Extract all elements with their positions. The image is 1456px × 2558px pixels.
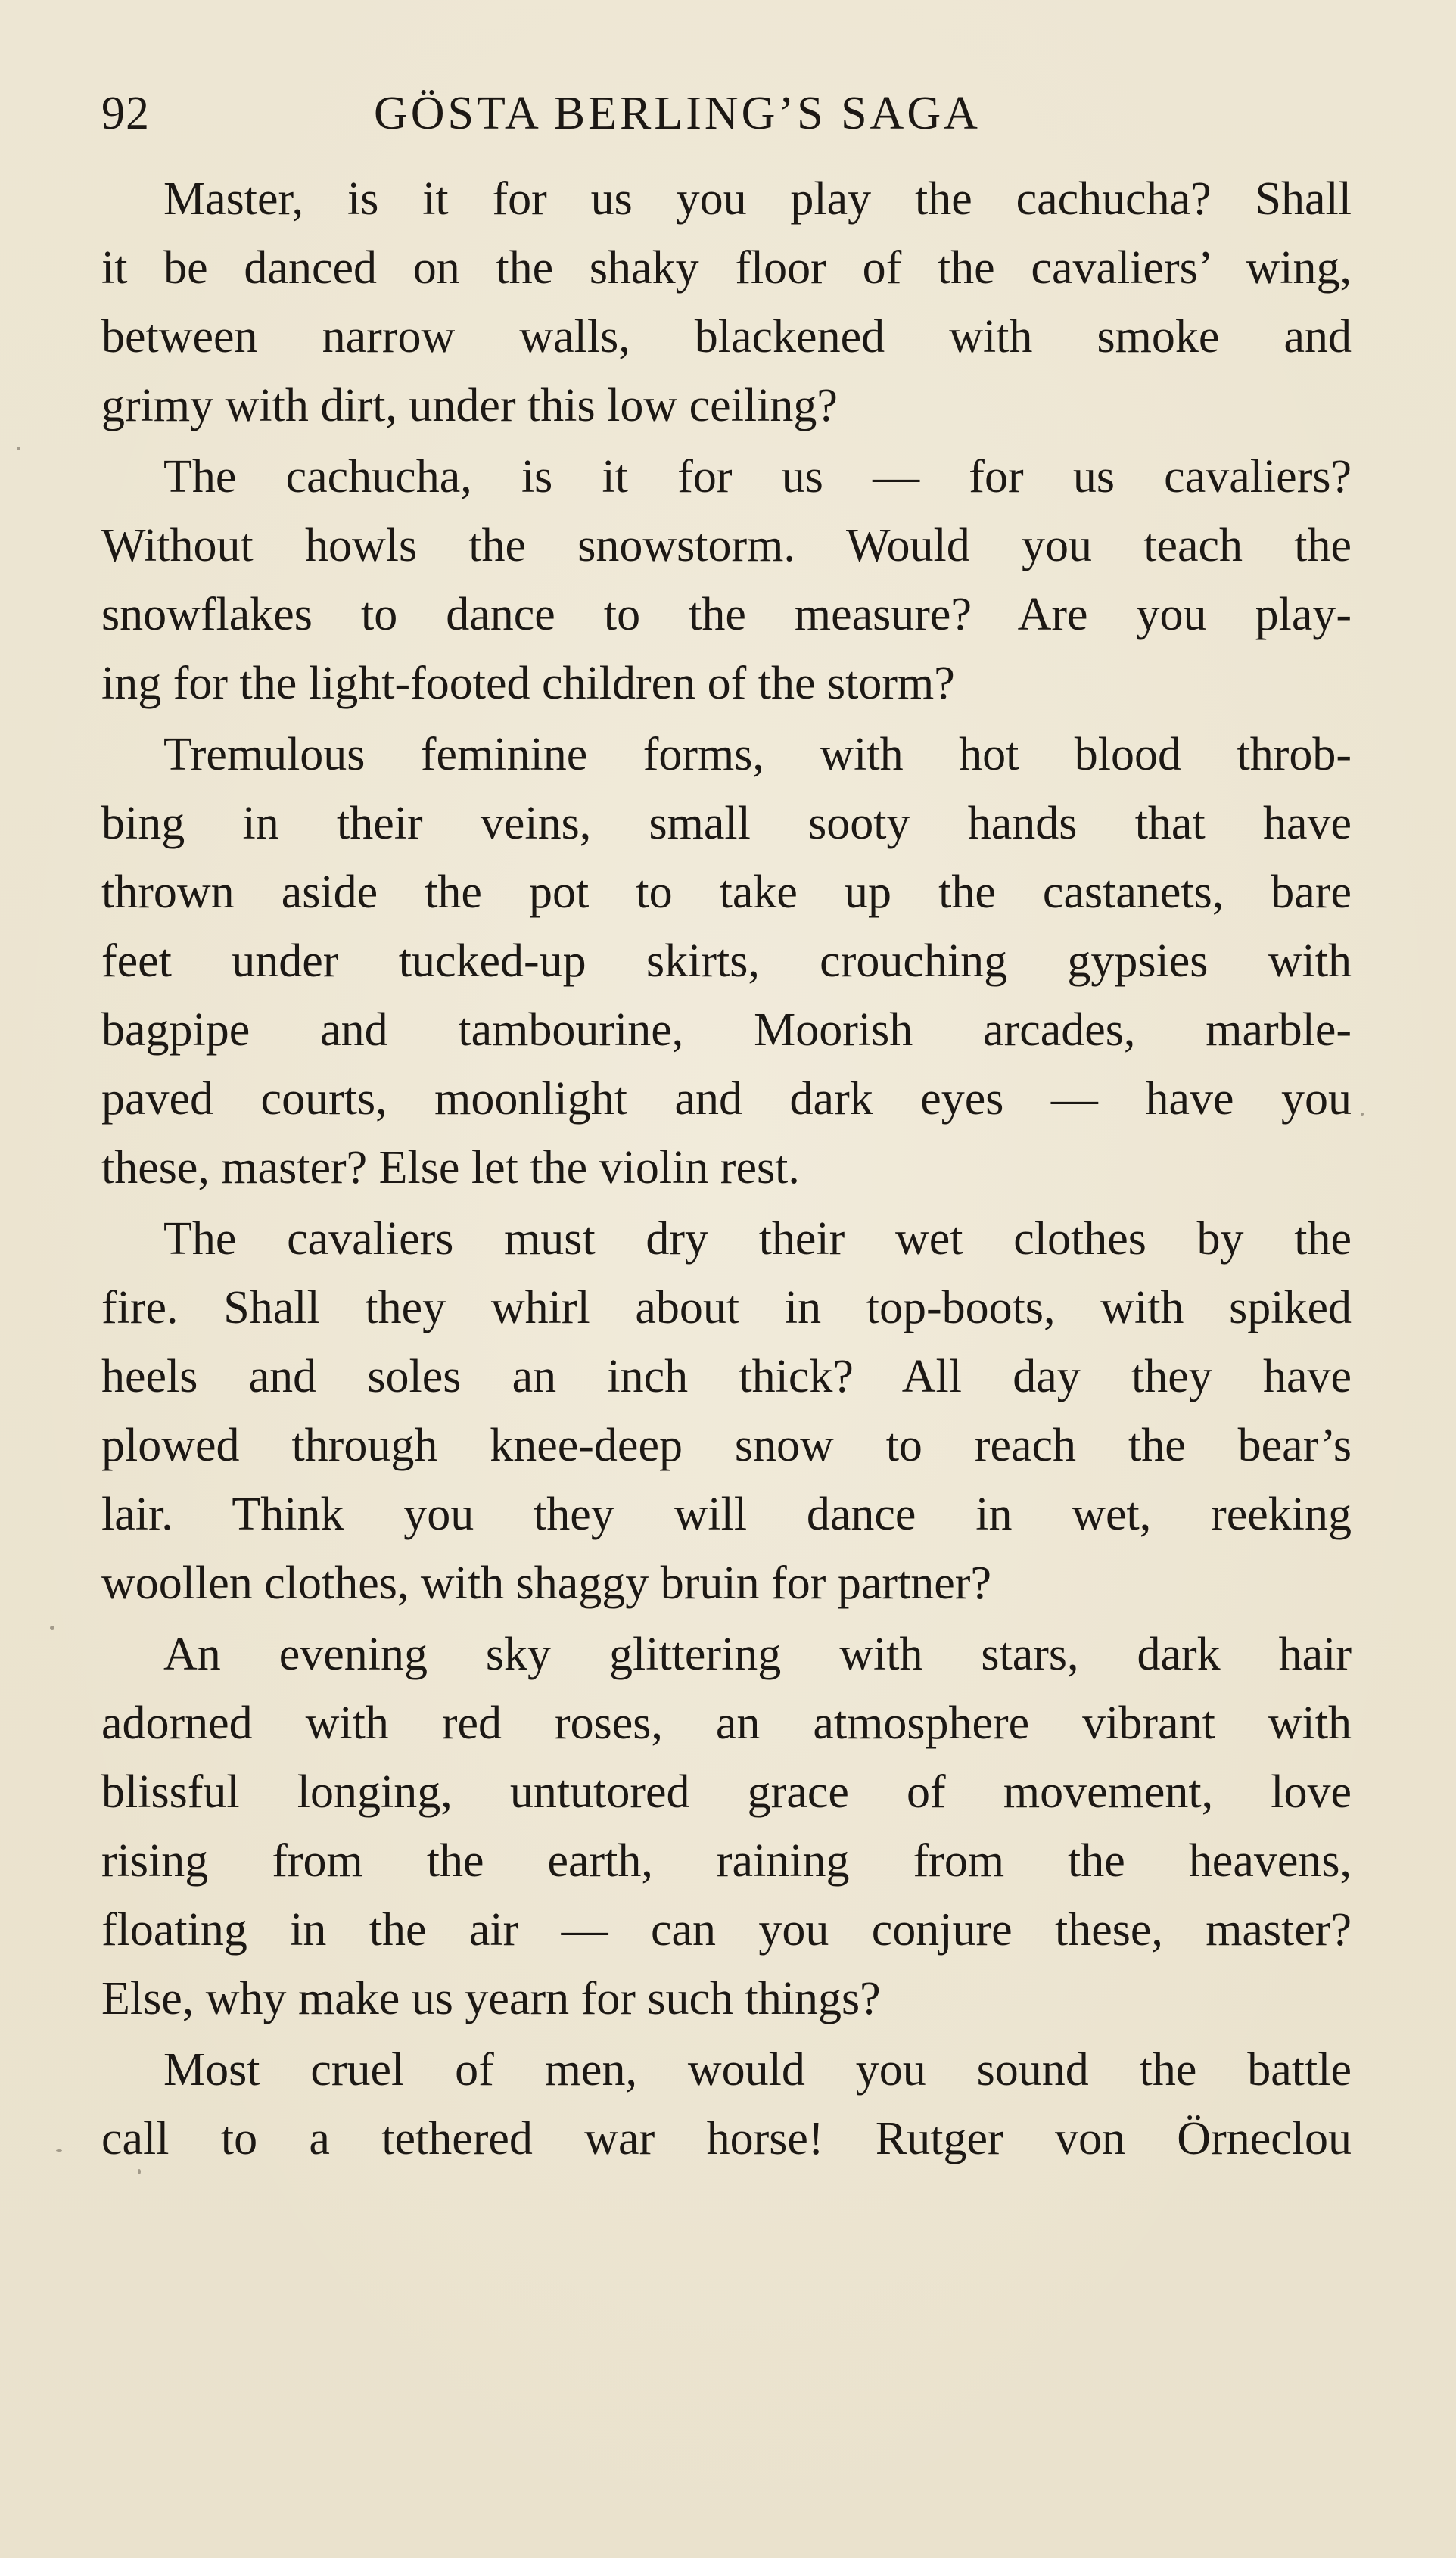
- text-line: plowed through knee-deep snow to reach the bear’s: [101, 1420, 1352, 1471]
- paragraph: [101, 165, 1352, 440]
- book-title: GÖSTA BERLING’S SAGA: [374, 88, 981, 139]
- paper-speck: [17, 447, 20, 450]
- text-line: call to a tethered war horse! Rutger von Örneclou: [101, 2113, 1352, 2164]
- paragraph: [101, 720, 1352, 1203]
- text-line: Else, why make us yearn for such things?: [101, 1973, 881, 2024]
- text-line: lair. Think you they will dance in wet, reeking: [101, 1489, 1352, 1540]
- text-line: floating in the air — can you conjure these, master?: [101, 1904, 1352, 1956]
- text-line: paved courts, moonlight and dark eyes — have you: [101, 1073, 1352, 1125]
- paper-speck: [56, 2149, 62, 2152]
- text-line: Without howls the snowstorm. Would you teach the: [101, 520, 1352, 571]
- text-line: heels and soles an inch thick? All day they have: [101, 1351, 1352, 1402]
- page-number: 92: [101, 88, 150, 139]
- text-line: rising from the earth, raining from the heavens,: [101, 1835, 1352, 1887]
- paper-speck: [138, 2169, 141, 2174]
- text-line: Master, is it for us you play the cachucha? Shall: [163, 173, 1352, 225]
- running-head: [101, 79, 1352, 148]
- text-line: An evening sky glittering with stars, dark hair: [163, 1629, 1352, 1680]
- text-line: it be danced on the shaky floor of the cavaliers’ wing,: [101, 242, 1352, 294]
- text-line: these, master? Else let the violin rest.: [101, 1142, 800, 1193]
- text-line: feet under tucked-up skirts, crouching gypsies with: [101, 935, 1352, 987]
- text-line: Most cruel of men, would you sound the battle: [163, 2044, 1352, 2096]
- text-line: snowflakes to dance to the measure? Are you play-: [101, 589, 1352, 640]
- text-line: blissful longing, untutored grace of movement, love: [101, 1766, 1352, 1818]
- text-line: The cachucha, is it for us — for us cavaliers?: [163, 451, 1352, 503]
- text-line: adorned with red roses, an atmosphere vibrant with: [101, 1698, 1352, 1749]
- text-line: between narrow walls, blackened with smoke and: [101, 311, 1352, 363]
- text-line: bing in their veins, small sooty hands that have: [101, 798, 1352, 849]
- text-line: woollen clothes, with shaggy bruin for partner?: [101, 1558, 991, 1609]
- paragraph: [101, 2036, 1352, 2174]
- text-line: ing for the light-footed children of the storm?: [101, 658, 955, 709]
- paper-speck: [50, 1626, 54, 1630]
- text-line: Tremulous feminine forms, with hot blood throb-: [163, 729, 1352, 780]
- paper-speck: [1361, 1113, 1364, 1116]
- paragraph: [101, 1620, 1352, 2034]
- paragraph: [101, 443, 1352, 718]
- text-line: The cavaliers must dry their wet clothes by the: [163, 1213, 1352, 1265]
- paragraph: [101, 1205, 1352, 1618]
- text-line: thrown aside the pot to take up the castanets, bare: [101, 867, 1352, 918]
- body-text: [101, 165, 1352, 2174]
- text-line: fire. Shall they whirl about in top-boots, with spiked: [101, 1282, 1352, 1333]
- text-line: bagpipe and tambourine, Moorish arcades, marble-: [101, 1004, 1352, 1056]
- text-line: grimy with dirt, under this low ceiling?: [101, 380, 838, 431]
